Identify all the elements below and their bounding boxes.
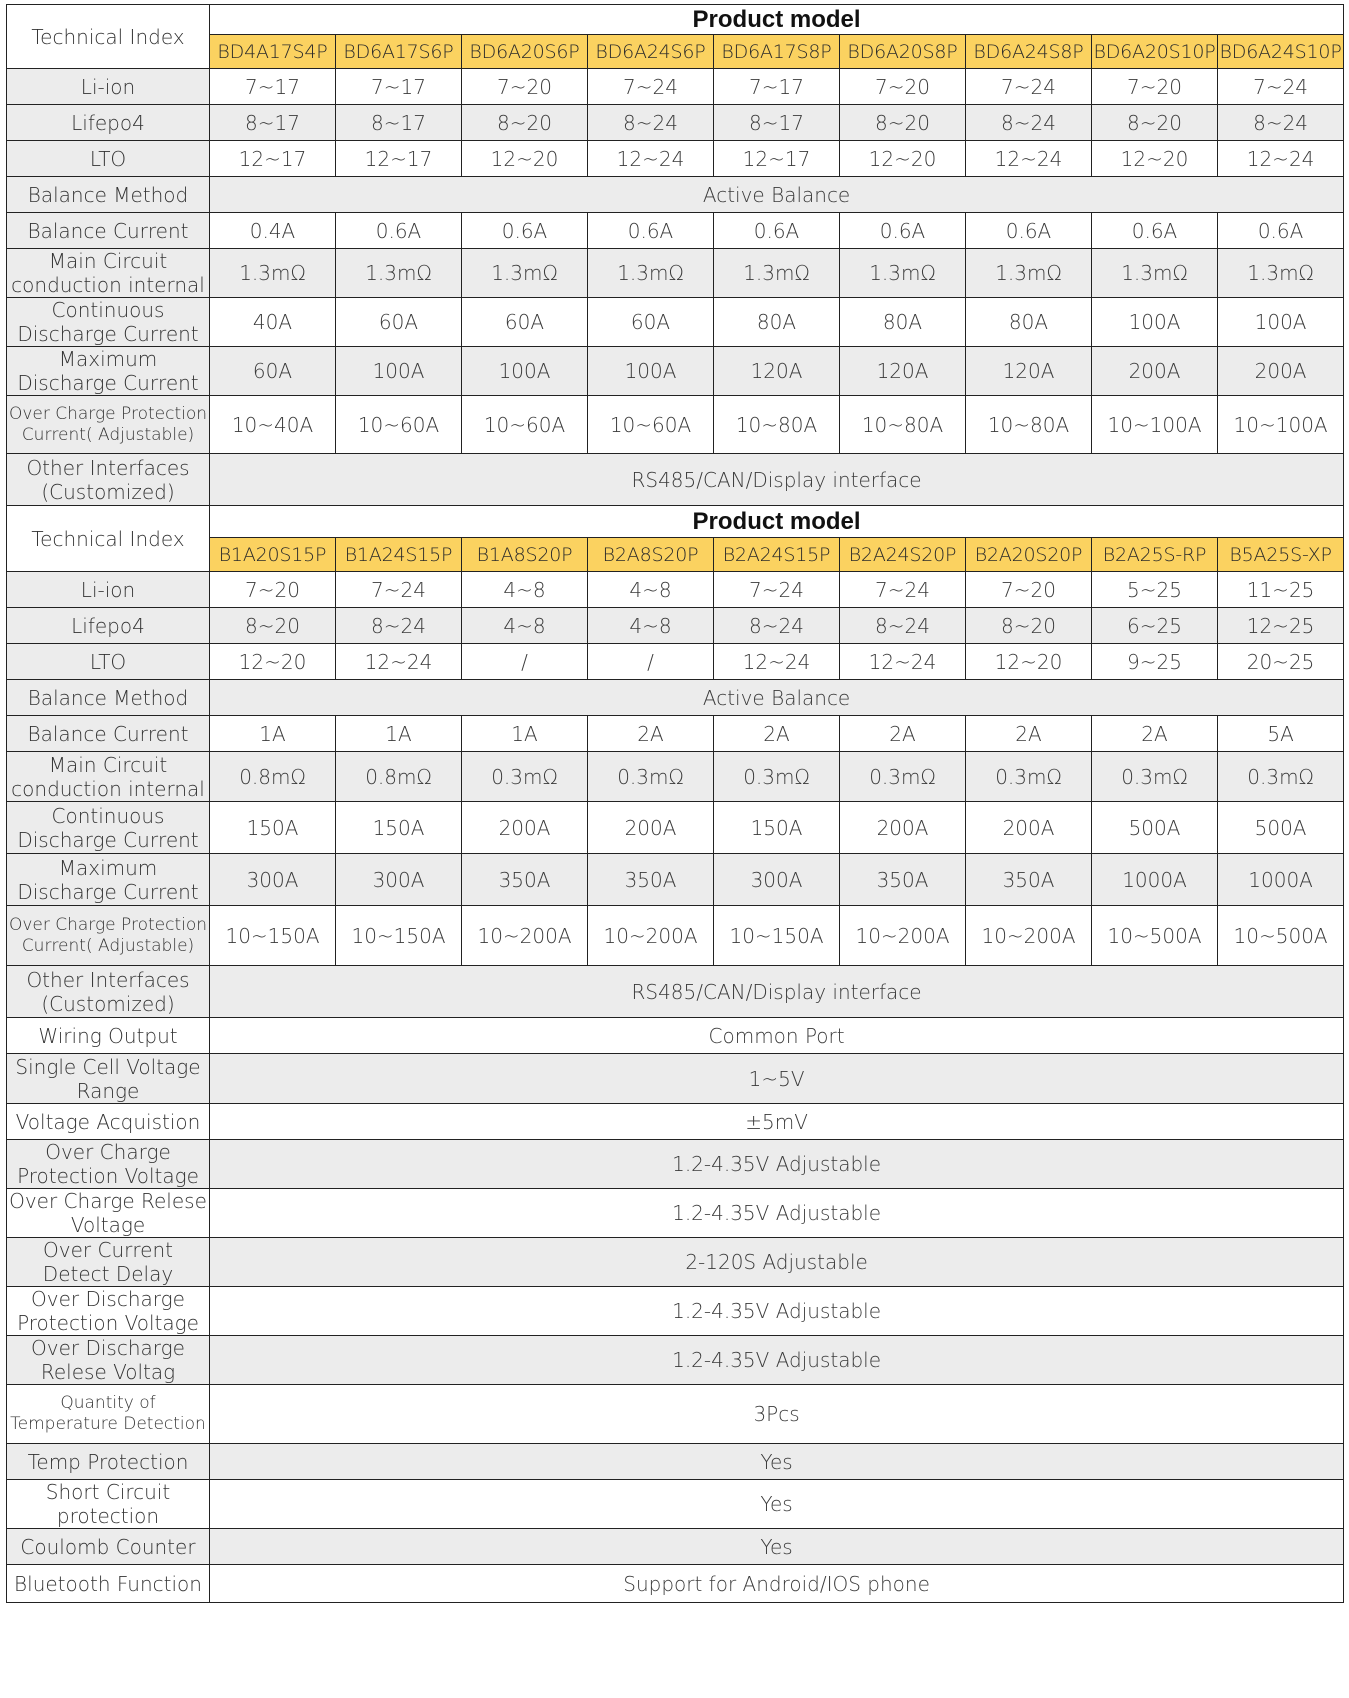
model-name-cell: B1A8S20P xyxy=(462,538,588,572)
spec-value-cell: 1.3mΩ xyxy=(966,249,1092,298)
spec-span-cell: Active Balance xyxy=(210,177,1344,213)
spec-label-cell: Balance Current xyxy=(7,716,210,752)
spec-row xyxy=(7,213,1344,249)
spec-label-cell: Coulomb Counter xyxy=(7,1529,210,1565)
spec-value-cell: 60A xyxy=(210,347,336,396)
spec-row xyxy=(7,141,1344,177)
spec-value-cell: 1.3mΩ xyxy=(336,249,462,298)
spec-value-cell: 12~24 xyxy=(588,141,714,177)
spec-value-cell: 7~24 xyxy=(966,69,1092,105)
spec-value-cell: 0.3mΩ xyxy=(966,752,1092,802)
spec-value-cell: 12~17 xyxy=(210,141,336,177)
common-spec-row xyxy=(7,1054,1344,1104)
spec-value-cell: 5A xyxy=(1218,716,1344,752)
spec-label-cell: Short Circuit protection xyxy=(7,1480,210,1529)
spec-value-cell: 7~20 xyxy=(840,69,966,105)
common-spec-row xyxy=(7,1104,1344,1140)
spec-label-cell: Over Charge Protection Current( Adjustable) xyxy=(7,396,210,454)
common-spec-row xyxy=(7,1140,1344,1189)
spec-value-cell: 40A xyxy=(210,298,336,347)
technical-index-heading: Technical Index xyxy=(7,506,210,572)
spec-value-cell: 12~24 xyxy=(840,644,966,680)
spec-value-cell: 500A xyxy=(1218,802,1344,854)
spec-value-cell: 300A xyxy=(336,854,462,906)
spec-value-cell: 300A xyxy=(210,854,336,906)
spec-span-cell: Yes xyxy=(210,1444,1344,1480)
spec-value-cell: 1A xyxy=(210,716,336,752)
spec-span-cell: RS485/CAN/Display interface xyxy=(210,966,1344,1018)
common-spec-row xyxy=(7,1189,1344,1238)
common-spec-row xyxy=(7,1565,1344,1603)
spec-value-cell: 0.8mΩ xyxy=(210,752,336,802)
spec-value-cell: 200A xyxy=(1092,347,1218,396)
spec-row xyxy=(7,69,1344,105)
spec-value-cell: 150A xyxy=(210,802,336,854)
spec-value-cell: 4~8 xyxy=(462,608,588,644)
spec-span-cell: RS485/CAN/Display interface xyxy=(210,454,1344,506)
spec-label-cell: Main Circuit conduction internal xyxy=(7,752,210,802)
common-spec-row xyxy=(7,1444,1344,1480)
spec-value-cell: 1000A xyxy=(1092,854,1218,906)
spec-value-cell: 9~25 xyxy=(1092,644,1218,680)
spec-label-cell: Maximum Discharge Current xyxy=(7,347,210,396)
spec-value-cell: 10~100A xyxy=(1218,396,1344,454)
spec-value-cell: 8~24 xyxy=(966,105,1092,141)
common-spec-row xyxy=(7,1480,1344,1529)
model-name-cell: B2A24S20P xyxy=(840,538,966,572)
spec-label-cell: Quantity of Temperature Detection xyxy=(7,1385,210,1444)
spec-value-cell: 2A xyxy=(714,716,840,752)
spec-row xyxy=(7,644,1344,680)
spec-value-cell: 10~80A xyxy=(840,396,966,454)
spec-row xyxy=(7,802,1344,854)
spec-value-cell: 0.6A xyxy=(966,213,1092,249)
spec-span-cell: 1.2-4.35V Adjustable xyxy=(210,1189,1344,1238)
product-model-heading: Product model xyxy=(210,5,1344,35)
spec-value-cell: 12~17 xyxy=(336,141,462,177)
spec-value-cell: 12~17 xyxy=(714,141,840,177)
spec-row xyxy=(7,454,1344,506)
spec-value-cell: 10~500A xyxy=(1092,906,1218,966)
spec-label-cell: Balance Method xyxy=(7,680,210,716)
spec-row xyxy=(7,854,1344,906)
spec-value-cell: 12~24 xyxy=(966,141,1092,177)
spec-value-cell: 11~25 xyxy=(1218,572,1344,608)
spec-value-cell: 8~20 xyxy=(210,608,336,644)
spec-value-cell: 150A xyxy=(714,802,840,854)
spec-value-cell: 0.3mΩ xyxy=(588,752,714,802)
spec-value-cell: 0.3mΩ xyxy=(840,752,966,802)
model-name-cell: B2A25S-RP xyxy=(1092,538,1218,572)
spec-value-cell: 0.3mΩ xyxy=(714,752,840,802)
model-name-cell: BD6A20S10P xyxy=(1092,35,1218,69)
common-spec-row xyxy=(7,1385,1344,1444)
spec-value-cell: 12~20 xyxy=(1092,141,1218,177)
spec-value-cell: 8~24 xyxy=(336,608,462,644)
spec-value-cell: 350A xyxy=(588,854,714,906)
model-name-cell: BD6A24S8P xyxy=(966,35,1092,69)
spec-value-cell: 8~17 xyxy=(210,105,336,141)
spec-label-cell: Over Discharge Relese Voltag xyxy=(7,1336,210,1385)
spec-label-cell: Over Discharge Protection Voltage xyxy=(7,1287,210,1336)
spec-value-cell: 8~24 xyxy=(840,608,966,644)
spec-span-cell: 1.2-4.35V Adjustable xyxy=(210,1140,1344,1189)
spec-label-cell: Over Charge Protection Current( Adjustable) xyxy=(7,906,210,966)
spec-value-cell: 12~20 xyxy=(462,141,588,177)
spec-value-cell: 10~200A xyxy=(840,906,966,966)
spec-value-cell: 10~60A xyxy=(462,396,588,454)
spec-value-cell: / xyxy=(588,644,714,680)
spec-value-cell: 7~20 xyxy=(462,69,588,105)
spec-value-cell: 7~24 xyxy=(840,572,966,608)
spec-value-cell: 10~80A xyxy=(714,396,840,454)
spec-value-cell: 10~100A xyxy=(1092,396,1218,454)
spec-label-cell: Other Interfaces (Customized) xyxy=(7,966,210,1018)
spec-label-cell: Maximum Discharge Current xyxy=(7,854,210,906)
spec-value-cell: 0.6A xyxy=(840,213,966,249)
spec-value-cell: 7~20 xyxy=(966,572,1092,608)
spec-value-cell: 12~24 xyxy=(336,644,462,680)
spec-value-cell: 10~40A xyxy=(210,396,336,454)
spec-value-cell: 12~24 xyxy=(714,644,840,680)
model-name-cell: B2A20S20P xyxy=(966,538,1092,572)
spec-value-cell: 20~25 xyxy=(1218,644,1344,680)
spec-label-cell: Lifepo4 xyxy=(7,105,210,141)
spec-span-cell: Yes xyxy=(210,1529,1344,1565)
spec-value-cell: 5~25 xyxy=(1092,572,1218,608)
spec-value-cell: 1000A xyxy=(1218,854,1344,906)
spec-label-cell: Voltage Acquistion xyxy=(7,1104,210,1140)
model-name-cell: B5A25S-XP xyxy=(1218,538,1344,572)
common-spec-row xyxy=(7,1287,1344,1336)
spec-row xyxy=(7,572,1344,608)
spec-value-cell: 200A xyxy=(1218,347,1344,396)
spec-span-cell: Yes xyxy=(210,1480,1344,1529)
section2-header-row xyxy=(7,506,1344,538)
spec-label-cell: Over Charge Relese Voltage xyxy=(7,1189,210,1238)
spec-value-cell: 1A xyxy=(462,716,588,752)
spec-value-cell: 100A xyxy=(588,347,714,396)
spec-value-cell: 350A xyxy=(840,854,966,906)
spec-row xyxy=(7,752,1344,802)
spec-value-cell: 60A xyxy=(336,298,462,347)
spec-value-cell: 200A xyxy=(966,802,1092,854)
spec-span-cell: 2-120S Adjustable xyxy=(210,1238,1344,1287)
spec-label-cell: Over Charge Protection Voltage xyxy=(7,1140,210,1189)
spec-value-cell: 120A xyxy=(714,347,840,396)
spec-value-cell: 300A xyxy=(714,854,840,906)
spec-value-cell: 10~60A xyxy=(588,396,714,454)
spec-value-cell: 8~17 xyxy=(714,105,840,141)
spec-value-cell: 10~500A xyxy=(1218,906,1344,966)
technical-index-heading: Technical Index xyxy=(7,5,210,69)
spec-value-cell: 1.3mΩ xyxy=(588,249,714,298)
model-name-cell: B1A24S15P xyxy=(336,538,462,572)
spec-value-cell: 4~8 xyxy=(588,572,714,608)
spec-label-cell: Li-ion xyxy=(7,69,210,105)
spec-value-cell: 12~20 xyxy=(210,644,336,680)
spec-row xyxy=(7,177,1344,213)
spec-label-cell: Continuous Discharge Current xyxy=(7,802,210,854)
spec-value-cell: 1A xyxy=(336,716,462,752)
spec-value-cell: 500A xyxy=(1092,802,1218,854)
spec-value-cell: 10~200A xyxy=(966,906,1092,966)
spec-row xyxy=(7,105,1344,141)
spec-label-cell: Balance Current xyxy=(7,213,210,249)
spec-value-cell: 120A xyxy=(840,347,966,396)
spec-row xyxy=(7,966,1344,1018)
spec-label-cell: Over Current Detect Delay xyxy=(7,1238,210,1287)
spec-value-cell: 350A xyxy=(462,854,588,906)
spec-value-cell: 120A xyxy=(966,347,1092,396)
model-name-cell: BD6A17S6P xyxy=(336,35,462,69)
spec-value-cell: 0.6A xyxy=(462,213,588,249)
spec-value-cell: 6~25 xyxy=(1092,608,1218,644)
spec-row xyxy=(7,249,1344,298)
spec-value-cell: 60A xyxy=(588,298,714,347)
spec-label-cell: LTO xyxy=(7,644,210,680)
spec-value-cell: 0.3mΩ xyxy=(1218,752,1344,802)
spec-label-cell: Li-ion xyxy=(7,572,210,608)
spec-label-cell: Lifepo4 xyxy=(7,608,210,644)
spec-value-cell: 100A xyxy=(1218,298,1344,347)
spec-label-cell: Single Cell Voltage Range xyxy=(7,1054,210,1104)
spec-value-cell: 4~8 xyxy=(462,572,588,608)
spec-value-cell: 7~24 xyxy=(588,69,714,105)
spec-value-cell: 60A xyxy=(462,298,588,347)
model-name-cell: B2A24S15P xyxy=(714,538,840,572)
spec-value-cell: 8~20 xyxy=(462,105,588,141)
spec-value-cell: 1.3mΩ xyxy=(840,249,966,298)
common-spec-row xyxy=(7,1336,1344,1385)
spec-row xyxy=(7,298,1344,347)
spec-span-cell: Active Balance xyxy=(210,680,1344,716)
section1-header-row xyxy=(7,5,1344,35)
spec-value-cell: 150A xyxy=(336,802,462,854)
spec-label-cell: Bluetooth Function xyxy=(7,1565,210,1603)
spec-label-cell: Wiring Output xyxy=(7,1018,210,1054)
spec-value-cell: 1.3mΩ xyxy=(1218,249,1344,298)
spec-table xyxy=(6,4,1344,1603)
common-spec-row xyxy=(7,1529,1344,1565)
spec-row xyxy=(7,716,1344,752)
spec-value-cell: 8~24 xyxy=(1218,105,1344,141)
spec-value-cell: 7~24 xyxy=(714,572,840,608)
spec-value-cell: 80A xyxy=(714,298,840,347)
spec-value-cell: 2A xyxy=(840,716,966,752)
spec-label-cell: Temp Protection xyxy=(7,1444,210,1480)
spec-value-cell: 12~25 xyxy=(1218,608,1344,644)
model-name-cell: B2A8S20P xyxy=(588,538,714,572)
spec-row xyxy=(7,396,1344,454)
model-name-cell: B1A20S15P xyxy=(210,538,336,572)
spec-span-cell: Support for Android/IOS phone xyxy=(210,1565,1344,1603)
spec-value-cell: 0.6A xyxy=(1092,213,1218,249)
model-name-cell: BD6A20S8P xyxy=(840,35,966,69)
spec-label-cell: Continuous Discharge Current xyxy=(7,298,210,347)
spec-value-cell: 200A xyxy=(840,802,966,854)
spec-value-cell: 10~150A xyxy=(210,906,336,966)
spec-label-cell: Main Circuit conduction internal xyxy=(7,249,210,298)
spec-value-cell: 0.4A xyxy=(210,213,336,249)
spec-value-cell: 10~150A xyxy=(336,906,462,966)
spec-span-cell: 1~5V xyxy=(210,1054,1344,1104)
spec-value-cell: 0.6A xyxy=(1218,213,1344,249)
spec-value-cell: 8~24 xyxy=(714,608,840,644)
spec-value-cell: 10~200A xyxy=(462,906,588,966)
model-name-cell: BD6A17S8P xyxy=(714,35,840,69)
common-spec-row xyxy=(7,1238,1344,1287)
spec-row xyxy=(7,906,1344,966)
spec-value-cell: 0.6A xyxy=(714,213,840,249)
model-name-cell: BD6A24S6P xyxy=(588,35,714,69)
spec-span-cell: 3Pcs xyxy=(210,1385,1344,1444)
spec-value-cell: 1.3mΩ xyxy=(1092,249,1218,298)
spec-span-cell: ±5mV xyxy=(210,1104,1344,1140)
spec-value-cell: 2A xyxy=(1092,716,1218,752)
spec-value-cell: 350A xyxy=(966,854,1092,906)
spec-value-cell: 0.6A xyxy=(336,213,462,249)
spec-value-cell: 10~80A xyxy=(966,396,1092,454)
spec-span-cell: Common Port xyxy=(210,1018,1344,1054)
spec-value-cell: 0.3mΩ xyxy=(462,752,588,802)
spec-value-cell: 7~17 xyxy=(714,69,840,105)
spec-value-cell: 10~200A xyxy=(588,906,714,966)
spec-value-cell: 2A xyxy=(966,716,1092,752)
spec-value-cell: 12~20 xyxy=(966,644,1092,680)
spec-value-cell: 12~24 xyxy=(1218,141,1344,177)
spec-value-cell: 0.8mΩ xyxy=(336,752,462,802)
spec-value-cell: 200A xyxy=(462,802,588,854)
spec-value-cell: 8~20 xyxy=(840,105,966,141)
spec-label-cell: Balance Method xyxy=(7,177,210,213)
spec-value-cell: 7~17 xyxy=(210,69,336,105)
model-name-cell: BD6A20S6P xyxy=(462,35,588,69)
common-spec-row xyxy=(7,1018,1344,1054)
spec-value-cell: 8~20 xyxy=(1092,105,1218,141)
spec-value-cell: 4~8 xyxy=(588,608,714,644)
model-name-cell: BD6A24S10P xyxy=(1218,35,1344,69)
spec-value-cell: 0.3mΩ xyxy=(1092,752,1218,802)
spec-value-cell: 8~20 xyxy=(966,608,1092,644)
spec-value-cell: 100A xyxy=(1092,298,1218,347)
spec-value-cell: 100A xyxy=(462,347,588,396)
spec-row xyxy=(7,680,1344,716)
spec-value-cell: 7~24 xyxy=(336,572,462,608)
spec-value-cell: 7~20 xyxy=(210,572,336,608)
spec-value-cell: 7~20 xyxy=(1092,69,1218,105)
spec-value-cell: 80A xyxy=(966,298,1092,347)
spec-value-cell: 7~24 xyxy=(1218,69,1344,105)
spec-value-cell: 8~24 xyxy=(588,105,714,141)
spec-value-cell: 200A xyxy=(588,802,714,854)
spec-value-cell: 10~150A xyxy=(714,906,840,966)
spec-value-cell: 100A xyxy=(336,347,462,396)
spec-value-cell: 10~60A xyxy=(336,396,462,454)
spec-value-cell: 8~17 xyxy=(336,105,462,141)
product-model-heading: Product model xyxy=(210,506,1344,538)
spec-value-cell: / xyxy=(462,644,588,680)
spec-label-cell: Other Interfaces (Customized) xyxy=(7,454,210,506)
spec-row xyxy=(7,347,1344,396)
spec-value-cell: 0.6A xyxy=(588,213,714,249)
spec-span-cell: 1.2-4.35V Adjustable xyxy=(210,1287,1344,1336)
spec-label-cell: LTO xyxy=(7,141,210,177)
model-name-cell: BD4A17S4P xyxy=(210,35,336,69)
spec-value-cell: 7~17 xyxy=(336,69,462,105)
spec-value-cell: 1.3mΩ xyxy=(462,249,588,298)
spec-value-cell: 1.3mΩ xyxy=(714,249,840,298)
spec-row xyxy=(7,608,1344,644)
spec-value-cell: 2A xyxy=(588,716,714,752)
spec-value-cell: 80A xyxy=(840,298,966,347)
spec-span-cell: 1.2-4.35V Adjustable xyxy=(210,1336,1344,1385)
spec-value-cell: 12~20 xyxy=(840,141,966,177)
spec-value-cell: 1.3mΩ xyxy=(210,249,336,298)
